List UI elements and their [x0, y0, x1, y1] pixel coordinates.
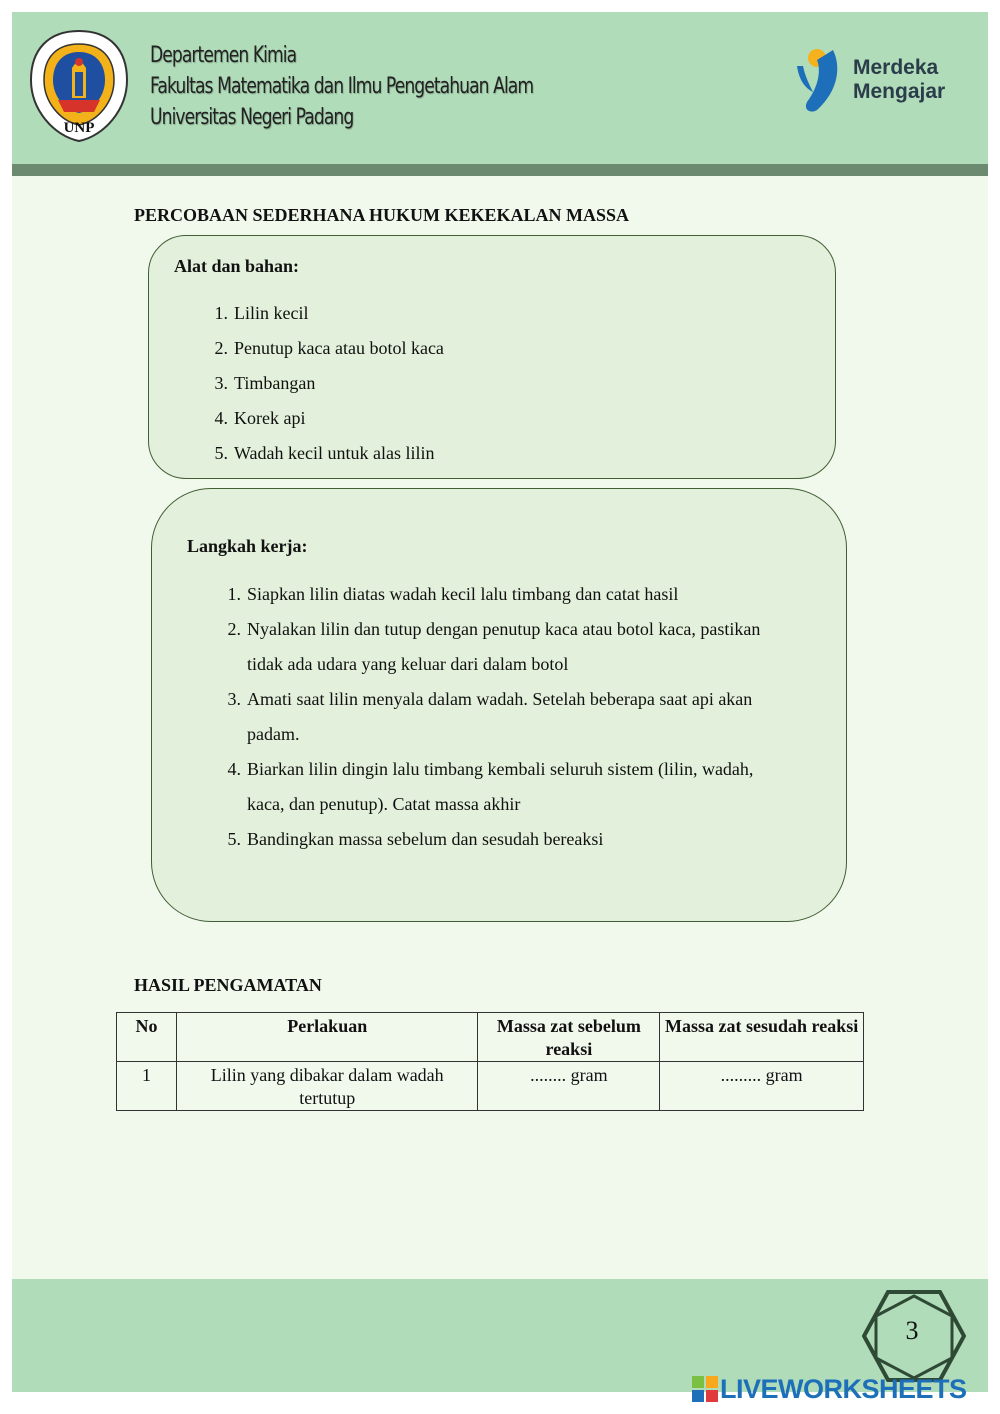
cell-mass-before[interactable]: ........ gram: [478, 1062, 660, 1111]
watermark-text: LIVEWORKSHEETS: [720, 1374, 967, 1404]
list-item: 4. Korek api: [214, 408, 306, 428]
list-item: 3. Timbangan: [214, 373, 316, 393]
liveworksheets-icon: [692, 1376, 718, 1402]
faculty-line: Fakultas Matematika dan Ilmu Pengetahuan Alam: [150, 74, 534, 99]
list-item: 1. Siapkan lilin diatas wadah kecil lalu timbang dan catat hasil: [227, 584, 679, 604]
col-header-mass-before: Massa zat sebelum reaksi: [478, 1013, 660, 1062]
university-line: Universitas Negeri Padang: [150, 105, 354, 130]
list-item: 4. Biarkan lilin dingin lalu timbang kembali seluruh sistem (lilin, wadah, kaca, dan penutup). Catat massa akhir: [227, 759, 754, 814]
department-line: Departemen Kimia: [150, 43, 297, 68]
materials-list: [214, 296, 444, 471]
col-header-no: No: [117, 1013, 177, 1062]
list-item: 1. Lilin kecil: [214, 303, 309, 323]
page-number: 3: [905, 1316, 919, 1345]
institution-name: [150, 40, 533, 133]
logo-abbr: UNP: [63, 120, 95, 136]
steps-heading: Langkah kerja:: [187, 536, 308, 556]
steps-box: [151, 488, 847, 922]
merdeka-mengajar-logo: [795, 46, 975, 114]
header-divider: [12, 164, 988, 176]
cell-mass-after[interactable]: ......... gram: [660, 1062, 864, 1111]
page-title: PERCOBAAN SEDERHANA HUKUM KEKEKALAN MASSA: [134, 205, 630, 225]
results-heading: HASIL PENGAMATAN: [134, 975, 322, 995]
unp-logo: [28, 28, 130, 144]
cell-no: 1: [117, 1062, 177, 1111]
partner-logo-line-1: Merdeka: [853, 56, 939, 79]
list-item: 2. Nyalakan lilin dan tutup dengan penutup kaca atau botol kaca, pastikan tidak ada udara yang keluar dari dalam botol: [227, 619, 761, 674]
results-table: [116, 1012, 864, 1111]
col-header-perlakuan: Perlakuan: [176, 1013, 478, 1062]
table-row: [117, 1062, 864, 1111]
partner-logo-line-2: Mengajar: [853, 80, 946, 103]
cell-perlakuan: Lilin yang dibakar dalam wadah tertutup: [176, 1062, 478, 1111]
liveworksheets-watermark: [692, 1374, 992, 1404]
materials-box: [148, 235, 836, 479]
col-header-mass-after: Massa zat sesudah reaksi: [660, 1013, 864, 1062]
merdeka-mengajar-mark: [795, 46, 851, 114]
list-item: 2. Penutup kaca atau botol kaca: [214, 338, 444, 358]
list-item: 5. Bandingkan massa sebelum dan sesudah bereaksi: [227, 829, 604, 849]
list-item: 3. Amati saat lilin menyala dalam wadah. Setelah beberapa saat api akan padam.: [227, 689, 753, 744]
table-header-row: [117, 1013, 864, 1062]
materials-heading: Alat dan bahan:: [174, 256, 300, 276]
steps-list: [227, 577, 787, 857]
list-item: 5. Wadah kecil untuk alas lilin: [214, 443, 435, 463]
